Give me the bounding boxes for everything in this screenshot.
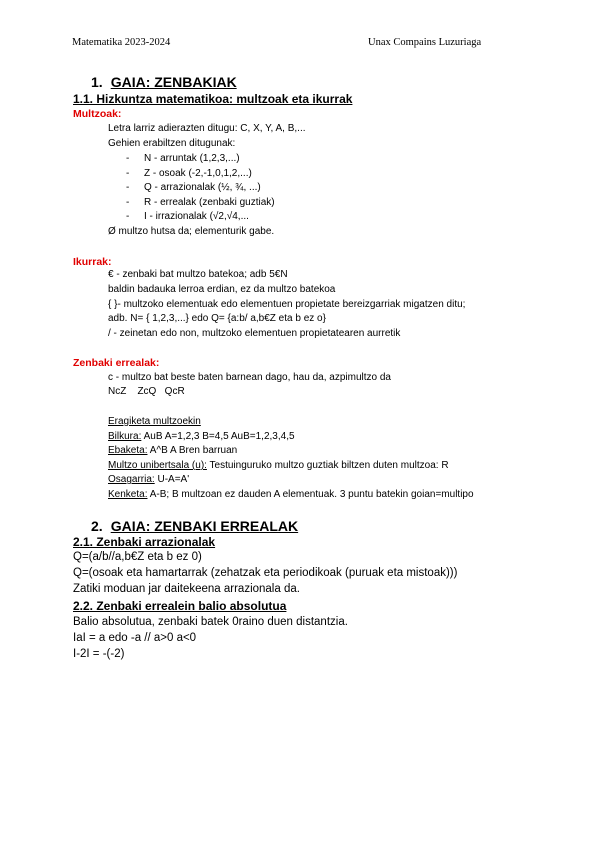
bullet: - [126, 211, 130, 222]
bilkura-line [108, 431, 295, 442]
ikurrak-line: € - zenbaki bat multzo batekoa; adb 5€N [108, 269, 288, 280]
rational-line: Zatiki moduan jar daitekeena arrazionala da. [73, 583, 300, 595]
kenketa-text: A-B; B multzoan ez dauden A elementuak. 3 puntu batekin goian=multipo [147, 489, 474, 500]
ikurrak-line: adb. N= { 1,2,3,...} edo Q= {a:b/ a,b€Z eta b ez o} [108, 313, 326, 324]
multzoak-line1: Letra larriz adierazten ditugu: C, X, Y, A, B,... [108, 123, 306, 134]
ebaketa-label: Ebaketa: [108, 445, 148, 456]
subsection-2-1-title: 2.1. Zenbaki arrazionalak [73, 535, 216, 549]
ebaketa-line [108, 445, 237, 456]
bilkura-label: Bilkura: [108, 431, 142, 442]
bullet: - [126, 153, 130, 164]
section1-title: GAIA: ZENBAKIAK [110, 74, 237, 90]
bilkura-text: AuB A=1,2,3 B=4,5 AuB=1,2,3,4,5 [141, 431, 295, 442]
section1-number: 1. [91, 74, 103, 90]
ikurrak-label: Ikurrak: [73, 256, 112, 268]
osagarria-text: U-A=A' [154, 474, 190, 485]
unibertsala-label: Multzo unibertsala (u): [108, 460, 207, 471]
osagarria-label: Osagarria: [108, 474, 155, 485]
section2-heading [91, 518, 298, 534]
osagarria-line [108, 474, 189, 485]
header-course: Matematika 2023-2024 [72, 37, 171, 48]
multzoak-line2: Gehien erabiltzen ditugunak: [108, 138, 236, 149]
ebaketa-text: A^B A Bren barruan [147, 445, 238, 456]
subsection-2-2-title: 2.2. Zenbaki errealein balio absolutua [73, 599, 287, 613]
absolute-line: IaI = a edo -a // a>0 a<0 [73, 632, 197, 644]
ikurrak-line: / - zeinetan edo non, multzoko elementuen propietatearen aurretik [108, 328, 401, 339]
rational-line: Q=(a/b//a,b€Z eta b ez 0) [73, 551, 202, 563]
bullet: - [126, 197, 130, 208]
rational-line: Q=(osoak eta hamartarrak (zehatzak eta periodikoak (puruak eta mistoak))) [73, 567, 458, 579]
subsection-1-1-title: 1.1. Hizkuntza matematikoa: multzoak eta ikurrak [73, 92, 353, 106]
section2-title: GAIA: ZENBAKI ERREALAK [110, 518, 299, 534]
set-item-n: N - arruntak (1,2,3,...) [144, 153, 240, 164]
set-item-i: I - irrazionalak (√2,√4,... [144, 211, 249, 222]
unibertsala-line [108, 460, 449, 471]
bullet: - [126, 168, 130, 179]
kenketa-label: Kenketa: [108, 489, 148, 500]
zenbaki-errealak-label: Zenbaki errealak: [73, 357, 160, 369]
section2-number: 2. [91, 518, 103, 534]
set-item-z: Z - osoak (-2,-1,0,1,2,...) [144, 168, 252, 179]
absolute-line: I-2I = -(-2) [73, 648, 125, 660]
ikurrak-line: baldin badauka lerroa erdian, ez da multzo batekoa [108, 284, 336, 295]
ikurrak-line: { }- multzoko elementuak edo elementuen propietate bereizgarriak migatzen ditu; [108, 299, 466, 310]
kenketa-line [108, 489, 474, 500]
header-author: Unax Compains Luzuriaga [368, 37, 482, 48]
set-item-r: R - errealak (zenbaki guztiak) [144, 197, 275, 208]
empty-set-line: Ø multzo hutsa da; elementurik gabe. [108, 226, 275, 237]
subset-example: NcZ ZcQ QcR [108, 386, 185, 397]
eragiketa-title: Eragiketa multzoekin [108, 416, 201, 427]
section1-heading [91, 74, 237, 90]
unibertsala-text: Testuinguruko multzo guztiak biltzen duten multzoa: R [206, 460, 449, 471]
subset-line: c - multzo bat beste baten barnean dago, hau da, azpimultzo da [108, 372, 391, 383]
set-item-q: Q - arrazionalak (½, ¾, ...) [144, 182, 261, 193]
multzoak-label: Multzoak: [73, 108, 122, 120]
absolute-line: Balio absolutua, zenbaki batek 0raino duen distantzia. [73, 616, 348, 628]
bullet: - [126, 182, 130, 193]
